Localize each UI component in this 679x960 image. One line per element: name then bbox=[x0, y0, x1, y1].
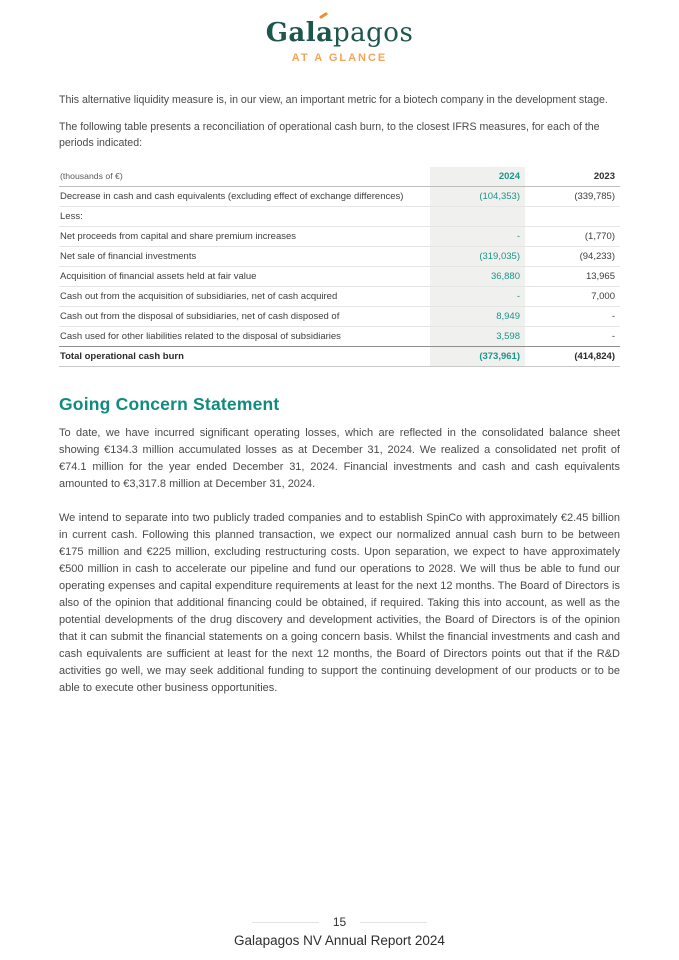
value-2023: 13,965 bbox=[585, 270, 615, 282]
value-2024 bbox=[430, 207, 525, 226]
cash-burn-table bbox=[59, 167, 620, 367]
table-row bbox=[59, 227, 620, 247]
section-paragraph-2: We intend to separate into two publicly traded companies and to establish SpinCo with approximately €2.45 billion in current cash. Following this planned transaction, we expect our normalized annual cash burn to be between €175 million and €225 million, excluding restructuring costs. Upon separation, we expect to have approximately €500 million in cash to accelerate our pipeline and fund our operations to 2028. We will thus be able to fund our operating expenses and capital expenditure requirements at least for the next 12 months. The Board of Directors is also of the opinion that additional financing could be obtained, if required. Taking this into account, as well as the potential developments of the drug discovery and development activities, the Board of Directors is of the opinion that it can submit the financial statements on a going concern basis. Whilst the financial investments and cash and cash equivalents are sufficient at least for the next 12 months, the Board of Directors points out that if the R&D activities go well, we may seek additional funding to support the continuing development of our products or to be able to execute other business opportunities. bbox=[59, 511, 620, 694]
value-2024: 36,880 bbox=[430, 267, 525, 286]
value-2024: - bbox=[430, 227, 525, 246]
galapagos-logo bbox=[266, 18, 414, 48]
table-row bbox=[59, 327, 620, 346]
value-2024: (319,035) bbox=[430, 247, 525, 266]
row-label: Net proceeds from capital and share premium increases bbox=[60, 230, 297, 242]
intro-paragraph-2: The following table presents a reconciliation of operational cash burn, to the closest IFRS measures, for each of the periods indicated: bbox=[59, 120, 600, 149]
logo-text-pagos: pagos bbox=[333, 18, 414, 48]
total-value-2023: (414,824) bbox=[574, 350, 615, 362]
table-header-row bbox=[59, 167, 620, 187]
value-2023 bbox=[525, 207, 620, 226]
report-title: Galapagos NV Annual Report 2024 bbox=[234, 933, 445, 948]
table-unit-label: (thousands of €) bbox=[60, 171, 123, 181]
table-row bbox=[59, 287, 620, 307]
table-total-row bbox=[59, 346, 620, 367]
value-2023: (339,785) bbox=[574, 190, 615, 202]
value-2024: - bbox=[430, 287, 525, 306]
total-value-2024: (373,961) bbox=[430, 347, 525, 366]
footer-rule-left bbox=[252, 922, 319, 923]
value-2023: (94,233) bbox=[579, 250, 615, 262]
intro-section bbox=[59, 92, 620, 152]
table-row bbox=[59, 267, 620, 287]
value-2023: - bbox=[611, 310, 615, 322]
table-row bbox=[59, 307, 620, 327]
row-label: Less: bbox=[60, 210, 83, 222]
logo-letter-a: a bbox=[316, 18, 333, 48]
row-label: Cash out from the acquisition of subsidiaries, net of cash acquired bbox=[60, 290, 338, 302]
table-row bbox=[59, 247, 620, 267]
value-2023: - bbox=[611, 330, 615, 342]
value-2024: 3,598 bbox=[430, 327, 525, 346]
row-label: Decrease in cash and cash equivalents (excluding effect of exchange differences) bbox=[60, 190, 404, 202]
total-label: Total operational cash burn bbox=[60, 350, 184, 362]
logo-text-gal: Gal bbox=[265, 18, 317, 48]
section-paragraph-1: To date, we have incurred significant operating losses, which are reflected in the consolidated balance sheet showing €134.3 million accumulated losses as at December 31, 2024. We realized a consolidated net profit of €74.1 million for the year ended December 31, 2024. Financial investments and cash and cash equivalents amounted to €3,317.8 million at December 31, 2024. bbox=[59, 426, 620, 490]
row-label: Net sale of financial investments bbox=[60, 250, 197, 262]
table-row bbox=[59, 187, 620, 207]
value-2023: (1,770) bbox=[584, 230, 615, 242]
row-label: Cash used for other liabilities related to the disposal of subsidiaries bbox=[60, 330, 341, 342]
row-label: Acquisition of financial assets held at fair value bbox=[60, 270, 257, 282]
value-2024: 8,949 bbox=[430, 307, 525, 326]
logo-tagline: AT A GLANCE bbox=[291, 52, 388, 64]
column-header-2023: 2023 bbox=[593, 170, 615, 182]
footer-rule-right bbox=[360, 922, 427, 923]
row-label: Cash out from the disposal of subsidiaries, net of cash disposed of bbox=[60, 310, 340, 322]
intro-paragraph-1: This alternative liquidity measure is, in our view, an important metric for a biotech company in the development stage. bbox=[59, 94, 608, 106]
table-row bbox=[59, 207, 620, 227]
going-concern-section bbox=[59, 394, 620, 697]
page-footer bbox=[0, 915, 679, 948]
section-heading: Going Concern Statement bbox=[59, 393, 280, 414]
value-2023: 7,000 bbox=[591, 290, 615, 302]
page-header bbox=[59, 18, 620, 64]
page-number: 15 bbox=[332, 915, 347, 929]
column-header-2024: 2024 bbox=[430, 167, 525, 186]
value-2024: (104,353) bbox=[430, 187, 525, 206]
page-number-row bbox=[0, 915, 679, 929]
